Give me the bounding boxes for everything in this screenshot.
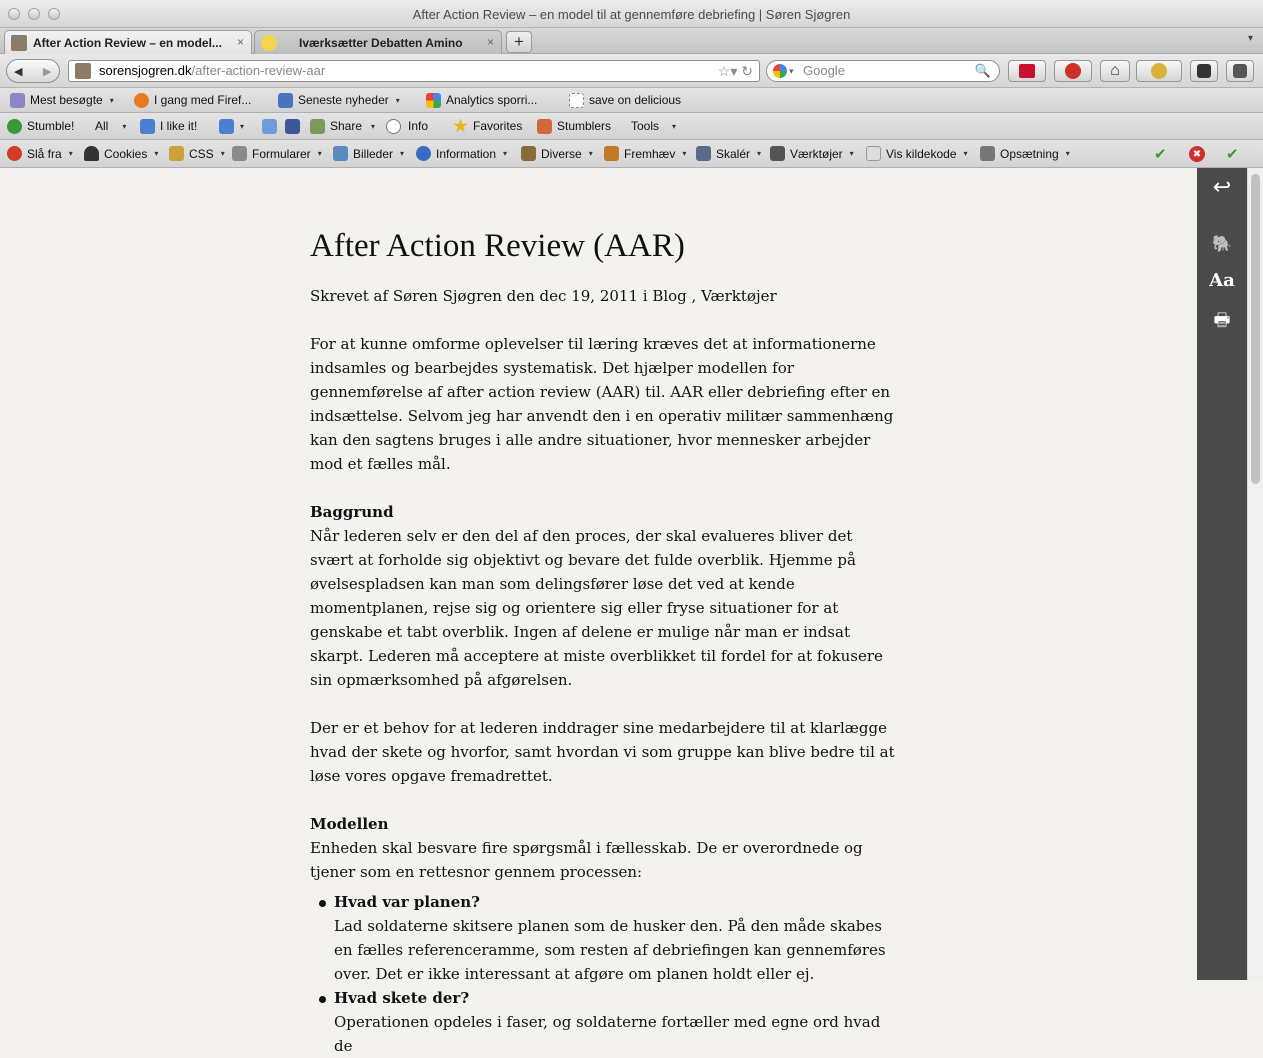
stumbleupon-toolbar [0, 113, 1263, 140]
rss-icon [278, 93, 293, 108]
section-text: Når lederen selv er den del af den proces, der skal evalueres bliver det svært at forholde sig objektivt og bevare det fulde overblik. Hjemme på øvelsespladsen kan man som delingsfører løse det ved at kende momentplanen, rejse sig og orientere sig eller fryse situationer for at genskabe et tabt overblik. Ingen af delene er mulige når man er indsat skarpt. Lederen må acceptere at miste overblikket til fordel for at fokusere sin opmærksomhed på afgørelsen. [310, 527, 883, 689]
article [310, 226, 900, 1058]
chevron-down-icon: ▾ [849, 149, 854, 158]
tag-icon [262, 119, 277, 134]
font-settings-button[interactable]: Aa [1209, 270, 1235, 291]
chevron-down-icon: ▾ [317, 149, 322, 158]
bookmark-mest-besogte[interactable] [10, 88, 114, 112]
bookmark-label: Seneste nyheder [298, 93, 389, 107]
i-like-it-label: I like it! [160, 119, 198, 133]
chevron-down-icon: ▾ [220, 149, 225, 158]
tab-label: Iværksætter Debatten Amino [299, 35, 463, 50]
back-forward-group [6, 59, 60, 83]
fremhaev-menu[interactable] [604, 140, 686, 167]
adblock-button[interactable] [1054, 60, 1092, 82]
thumbs-down-icon [219, 119, 234, 134]
tab-strip [0, 28, 1263, 54]
bookmark-label: Mest besøgte [30, 93, 103, 107]
formularer-menu[interactable] [232, 140, 322, 167]
billeder-menu[interactable] [333, 140, 404, 167]
tag-button[interactable] [262, 113, 282, 139]
section-text: Enheden skal besvare fire spørgsmål i fællesskab. De er overordnede og tjener som en rettesnor gennem processen: [310, 839, 863, 881]
bookmark-firefox[interactable] [134, 88, 251, 112]
url-bar[interactable] [68, 60, 760, 82]
all-label: All [95, 119, 109, 133]
section-heading: Modellen [310, 815, 389, 833]
form-icon [232, 146, 247, 161]
article-paragraph: Der er et behov for at lederen inddrager sine medarbejdere til at klarlægge hvad der skete og hvorfor, samt hvordan vi som gruppe kan blive bedre til at løse vores opgave fremadrettet. [310, 719, 895, 785]
delicious-icon [569, 93, 584, 108]
stumblers-button[interactable] [537, 113, 611, 139]
addon-button-red[interactable] [1008, 60, 1046, 82]
menu-label: Værktøjer [790, 146, 843, 161]
search-engine-dropdown-icon[interactable]: ▾ [789, 66, 794, 76]
stumbleupon-icon [7, 119, 22, 134]
validation-check-icon[interactable]: ✔ [1226, 145, 1239, 163]
bookmark-analytics[interactable] [426, 88, 537, 112]
facebook-button[interactable] [285, 113, 305, 139]
home-button[interactable] [1100, 60, 1130, 82]
back-arrow-icon[interactable]: ◀ [14, 66, 23, 78]
facebook-icon [285, 119, 300, 134]
list-item [310, 890, 900, 986]
i-like-it-button[interactable] [140, 113, 197, 139]
reader-sidebar [1197, 168, 1247, 980]
chevron-down-icon: ▾ [400, 149, 405, 158]
menu-label: Skalér [716, 146, 751, 161]
site-identity-icon[interactable] [75, 63, 91, 79]
article-byline: Skrevet af Søren Sjøgren den dec 19, 2011 i Blog , Værktøjer [310, 287, 777, 305]
chevron-down-icon: ▾ [122, 121, 127, 131]
bookmark-star-reload-icon[interactable]: ☆▾ ↻ [717, 63, 753, 79]
vaerktojer-menu[interactable] [770, 140, 854, 167]
info-label: Info [408, 119, 429, 133]
tab-list-chevron-icon[interactable]: ▾ [1247, 33, 1253, 44]
chevron-down-icon: ▾ [371, 121, 376, 131]
bookmark-label: I gang med Firef... [154, 93, 252, 107]
google-icon[interactable] [773, 64, 787, 78]
chevron-down-icon: ▾ [1065, 149, 1070, 158]
window-title: After Action Review – en model til at gennemføre debriefing | Søren Sjøgren [412, 7, 851, 22]
list-item-text: Lad soldaterne skitsere planen som de husker den. På den måde skabes en fælles referenceramme, som resten af debriefingen kan gennemføres over. Det er ikke interessant at afgøre om planen holdt eller ej. [334, 917, 886, 983]
thumbs-up-icon [140, 119, 155, 134]
bookmark-seneste-nyheder[interactable] [278, 88, 400, 112]
navigation-toolbar [0, 54, 1263, 88]
chevron-down-icon: ▾ [154, 149, 159, 158]
section-heading: Baggrund [310, 503, 394, 521]
stumblers-label: Stumblers [557, 119, 612, 133]
chevron-down-icon: ▾ [240, 121, 245, 131]
readability-button[interactable] [1226, 60, 1254, 82]
skaler-menu[interactable] [696, 140, 761, 167]
tools-dropdown[interactable] [631, 113, 676, 139]
tools-icon [770, 146, 785, 161]
tab-ivaerksaetter-debatten[interactable] [254, 30, 502, 54]
evernote-icon[interactable]: 🐘 [1212, 236, 1232, 253]
firefox-icon [134, 93, 149, 108]
list-item-title: Hvad skete der? [334, 989, 470, 1007]
chevron-down-icon: ▾ [963, 149, 968, 158]
sla-fra-menu[interactable] [7, 140, 73, 167]
url-path: /after-action-review-aar [191, 63, 326, 78]
search-placeholder: Google [803, 63, 845, 78]
menu-label: Vis kildekode [886, 146, 957, 161]
url-domain: sorensjogren.dk [99, 63, 192, 78]
forward-arrow-icon[interactable]: ▶ [43, 66, 52, 78]
evernote-button[interactable] [1190, 60, 1218, 82]
error-icon[interactable]: ✖ [1189, 146, 1205, 162]
favorites-label: Favorites [473, 119, 523, 133]
search-icon[interactable]: 🔍 [974, 63, 991, 78]
chevron-down-icon: ▾ [757, 149, 762, 158]
thumbs-down-button[interactable] [219, 113, 244, 139]
back-icon[interactable]: ↩ [1212, 174, 1232, 199]
wand-icon [169, 146, 184, 161]
info-icon [416, 146, 431, 161]
addon-red-icon [1019, 64, 1035, 78]
opsaetning-menu[interactable] [980, 140, 1070, 167]
close-tab-icon[interactable]: × [486, 35, 494, 49]
diverse-menu[interactable] [521, 140, 593, 167]
question-list [310, 884, 900, 1058]
share-button[interactable] [310, 113, 375, 139]
window-titlebar [0, 0, 1263, 28]
chevron-down-icon: ▾ [503, 149, 508, 158]
menu-label: Fremhæv [624, 146, 676, 161]
validation-check-icon[interactable]: ✔ [1154, 145, 1167, 163]
settings-icon [980, 146, 995, 161]
smart-folder-icon [10, 93, 25, 108]
menu-label: Diverse [541, 146, 582, 161]
css-menu[interactable] [169, 140, 225, 167]
disable-icon [7, 146, 22, 161]
cookies-menu[interactable] [84, 140, 158, 167]
addon-button-gear[interactable] [1136, 60, 1182, 82]
menu-label: Opsætning [1000, 146, 1059, 161]
google-icon [426, 93, 441, 108]
article-title: After Action Review (AAR) [310, 228, 685, 264]
chevron-down-icon: ▾ [109, 95, 114, 105]
list-item-title: Hvad var planen? [334, 893, 480, 911]
stumble-button[interactable] [7, 113, 74, 139]
gear-icon [1151, 63, 1167, 79]
close-tab-icon[interactable]: × [236, 35, 244, 49]
bookmark-label: save on delicious [589, 93, 682, 107]
search-input[interactable] [766, 60, 1000, 82]
adblock-icon [1065, 63, 1081, 79]
tab-after-action-review[interactable] [4, 30, 252, 54]
print-icon[interactable]: 🖶 [1213, 310, 1231, 330]
readability-icon [1233, 64, 1247, 78]
chevron-down-icon: ▾ [672, 121, 677, 131]
share-icon [310, 119, 325, 134]
stumble-label: Stumble! [27, 119, 75, 133]
bookmarks-toolbar [0, 88, 1263, 113]
stumble-all-dropdown[interactable] [95, 113, 126, 139]
home-icon: ⌂ [1110, 62, 1120, 79]
star-icon [453, 119, 468, 134]
image-icon [333, 146, 348, 161]
person-icon [84, 146, 99, 161]
evernote-icon [1197, 64, 1211, 78]
menu-label: Slå fra [27, 146, 62, 161]
chevron-down-icon: ▾ [588, 149, 593, 158]
menu-label: Cookies [104, 146, 148, 161]
vis-kildekode-menu[interactable] [866, 140, 968, 167]
new-tab-button[interactable]: + [506, 31, 532, 53]
info-bubble-icon [386, 119, 401, 134]
list-item [310, 986, 900, 1058]
chevron-down-icon: ▾ [68, 149, 73, 158]
menu-label: Information [436, 146, 497, 161]
site-favicon-icon [11, 35, 27, 51]
vertical-scrollbar[interactable] [1247, 168, 1263, 980]
information-menu[interactable] [416, 140, 507, 167]
info-button[interactable] [386, 113, 428, 139]
favorites-button[interactable] [453, 113, 522, 139]
resize-icon [696, 146, 711, 161]
menu-label: CSS [189, 146, 214, 161]
section-modellen [310, 812, 900, 884]
pen-icon [604, 146, 619, 161]
document-icon [866, 146, 881, 161]
lightbulb-icon [261, 35, 277, 51]
web-developer-toolbar [0, 140, 1263, 168]
scrollbar-thumb[interactable] [1251, 174, 1260, 484]
menu-label: Formularer [252, 146, 311, 161]
tools-label: Tools [631, 119, 660, 133]
article-intro: For at kunne omforme oplevelser til læring kræves det at informationerne indsamles og bearbejdes systematisk. Det hjælper modellen for gennemførelse af after action review (AAR) til. AAR eller debriefing efter en indsættelse. Selvom jeg har anvendt den i en operativ militær sammenhæng kan den sagtens bruges i alle andre situationer, hvor mennesker arbejder mod et fælles mål. [310, 335, 894, 473]
chevron-down-icon: ▾ [682, 149, 687, 158]
box-icon [521, 146, 536, 161]
share-label: Share [330, 119, 363, 133]
section-baggrund [310, 500, 900, 692]
tab-label: After Action Review – en model... [33, 35, 222, 50]
chevron-down-icon: ▾ [395, 95, 400, 105]
people-icon [537, 119, 552, 134]
bookmark-label: Analytics sporri... [446, 93, 538, 107]
menu-label: Billeder [353, 146, 394, 161]
bookmark-delicious[interactable] [569, 88, 681, 112]
list-item-text: Operationen opdeles i faser, og soldaterne fortæller med egne ord hvad de [334, 1013, 881, 1055]
